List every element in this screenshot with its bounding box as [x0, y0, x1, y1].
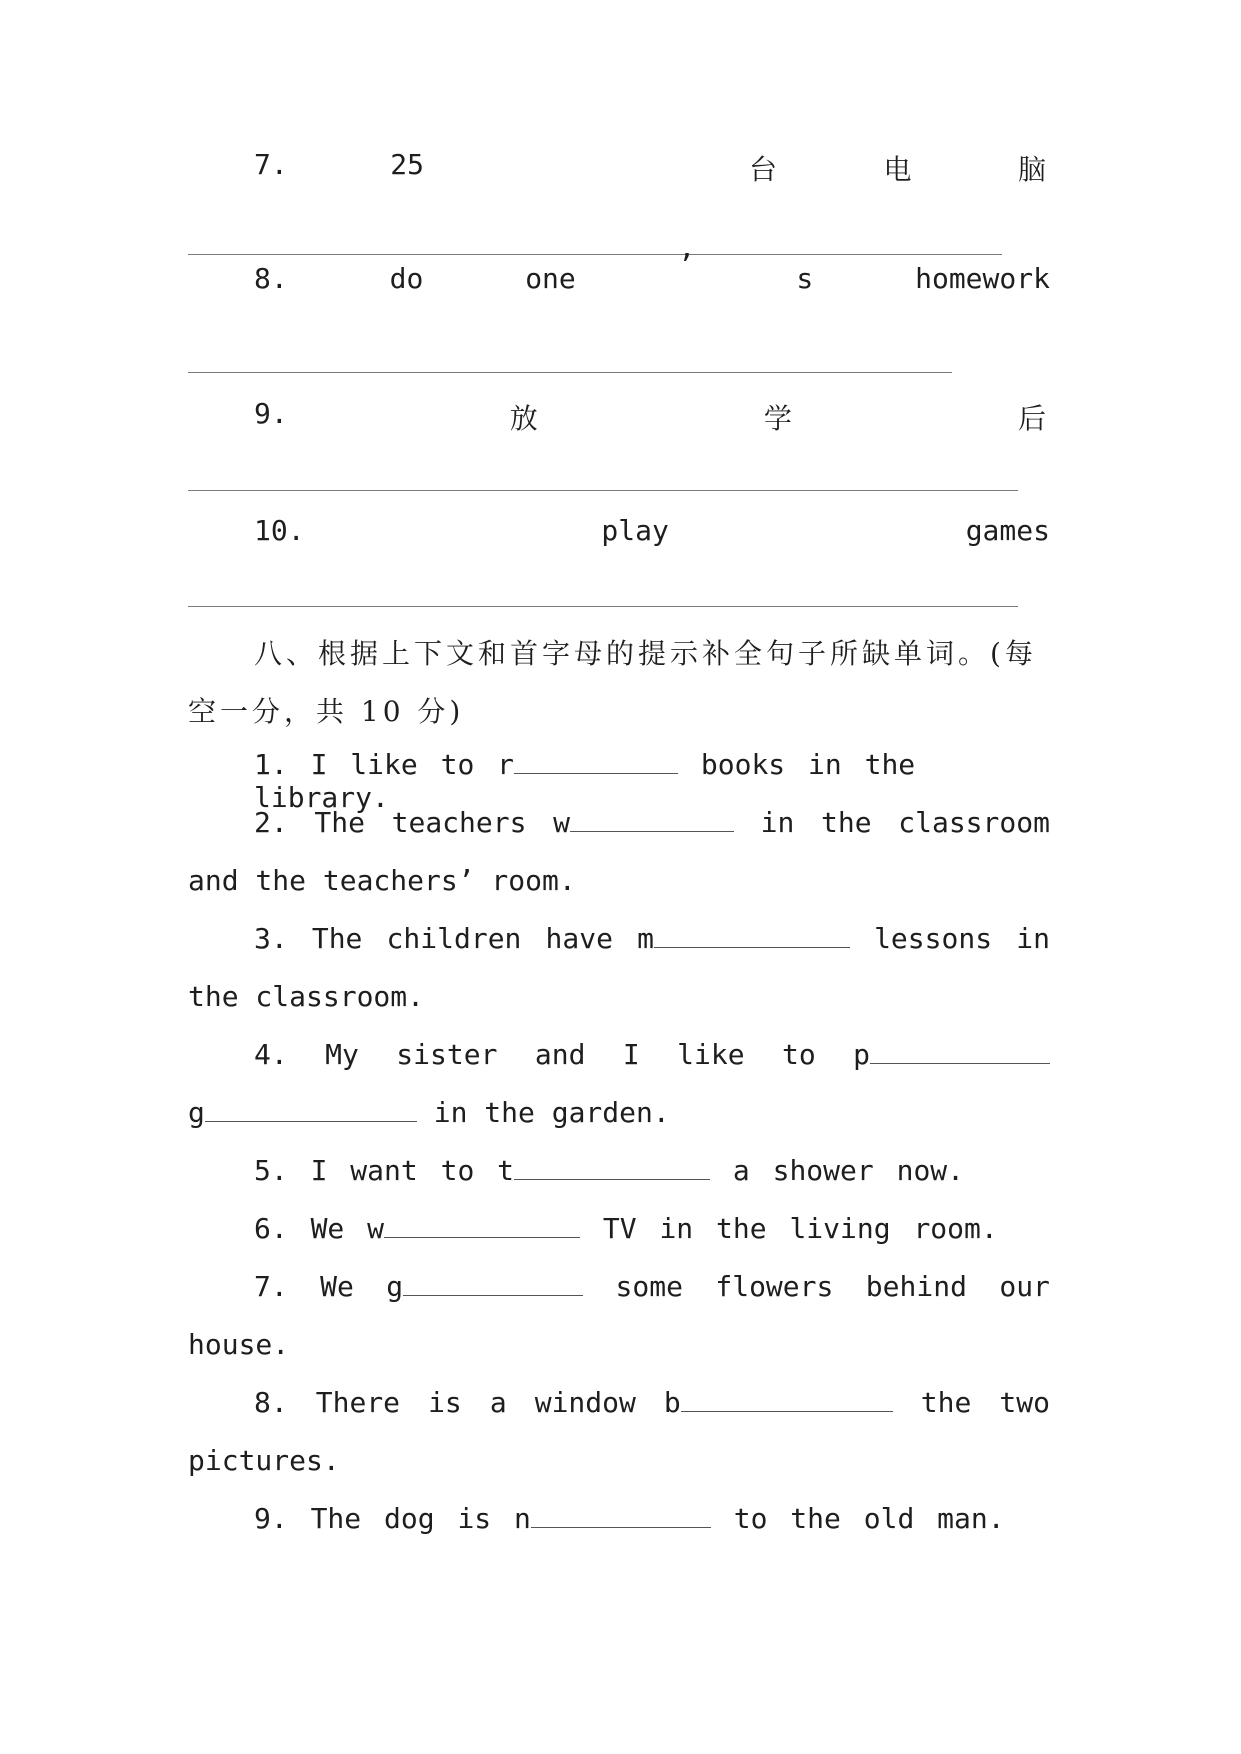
answer-line[interactable] [188, 372, 952, 373]
vocab-word: 脑 [1017, 153, 1050, 186]
question-9 [188, 1502, 1050, 1535]
vocab-word: play [601, 514, 669, 547]
question-text: in the garden. [433, 1096, 670, 1129]
question-number: 6. [254, 1212, 288, 1245]
question-4-cont [188, 1096, 1050, 1129]
vocab-word: one [525, 262, 576, 295]
question-5 [188, 1154, 1050, 1187]
answer-blank[interactable] [514, 1179, 710, 1180]
question-2: 2. The teachers w in the classroom [254, 806, 1050, 839]
vocab-number: 7. [254, 148, 288, 181]
vocab-number: 8. [254, 262, 288, 295]
vocab-item-8 [188, 248, 1050, 295]
vocab-item-10 [188, 514, 1050, 547]
question-number: 5. [254, 1154, 288, 1187]
question-2-cont: and the teachers’ room. [188, 864, 576, 897]
question-text: TV in the living room. [602, 1212, 998, 1245]
question-3-cont: the classroom. [188, 980, 425, 1013]
question-1 [188, 748, 1050, 814]
vocab-word: 台 [748, 153, 781, 186]
vocab-word: s [796, 262, 814, 295]
section-heading: 八、根据上下文和首字母的提示补全句子所缺单词。(每 [254, 637, 1037, 670]
question-number: 3. [254, 922, 288, 955]
question-8-cont: pictures. [188, 1444, 340, 1477]
question-7-cont: house. [188, 1328, 290, 1361]
question-text: g [188, 1096, 205, 1129]
question-number: 1. [254, 748, 288, 781]
answer-blank[interactable] [384, 1237, 580, 1238]
question-text: I like to r [310, 748, 515, 781]
answer-line[interactable] [188, 606, 1018, 607]
question-text: books in the library. [254, 748, 916, 814]
question-7: 7. We g some flowers behind our [254, 1270, 1050, 1303]
answer-blank[interactable] [531, 1527, 711, 1528]
vocab-word: 放 [509, 402, 542, 435]
answer-blank[interactable] [870, 1063, 1050, 1064]
vocab-word: homework [915, 262, 1050, 295]
answer-blank[interactable] [514, 773, 678, 774]
question-text: I want to t [310, 1154, 515, 1187]
answer-line[interactable] [188, 254, 1002, 255]
question-text: We w [310, 1212, 385, 1245]
question-8: 8. There is a window b the two [254, 1386, 1050, 1419]
question-text: to the old man. [733, 1502, 1005, 1535]
vocab-word: 后 [1017, 402, 1050, 435]
question-number: 9. [254, 1502, 288, 1535]
vocab-word: games [965, 514, 1050, 547]
question-number: 4. [254, 1038, 288, 1071]
question-text: a shower now. [732, 1154, 965, 1187]
question-number: 2. [254, 806, 288, 839]
vocab-number: 9. [254, 397, 288, 430]
answer-blank[interactable] [681, 1411, 893, 1412]
answer-line[interactable] [188, 490, 1018, 491]
answer-blank[interactable] [570, 831, 734, 832]
question-number: 7. [254, 1270, 288, 1303]
question-number: 8. [254, 1386, 288, 1419]
answer-blank[interactable] [403, 1295, 583, 1296]
vocab-word: ’ [677, 248, 695, 281]
section-heading-cont: 空一分，共 10 分) [188, 695, 465, 728]
vocab-word: do [389, 262, 424, 295]
vocab-number: 10. [254, 514, 305, 547]
question-3: 3. The children have m lessons in [254, 922, 1050, 955]
question-text: The dog is n [310, 1502, 531, 1535]
vocab-word: 25 [390, 148, 424, 181]
vocab-item-9 [188, 397, 1050, 437]
question-6 [188, 1212, 1050, 1245]
answer-blank[interactable] [654, 947, 850, 948]
vocab-item-7 [188, 148, 1050, 188]
question-4: 4. My sister and I like to p [188, 1038, 1050, 1071]
vocab-word: 电 [883, 153, 916, 186]
vocab-word: 学 [763, 402, 796, 435]
answer-blank[interactable] [205, 1121, 417, 1122]
